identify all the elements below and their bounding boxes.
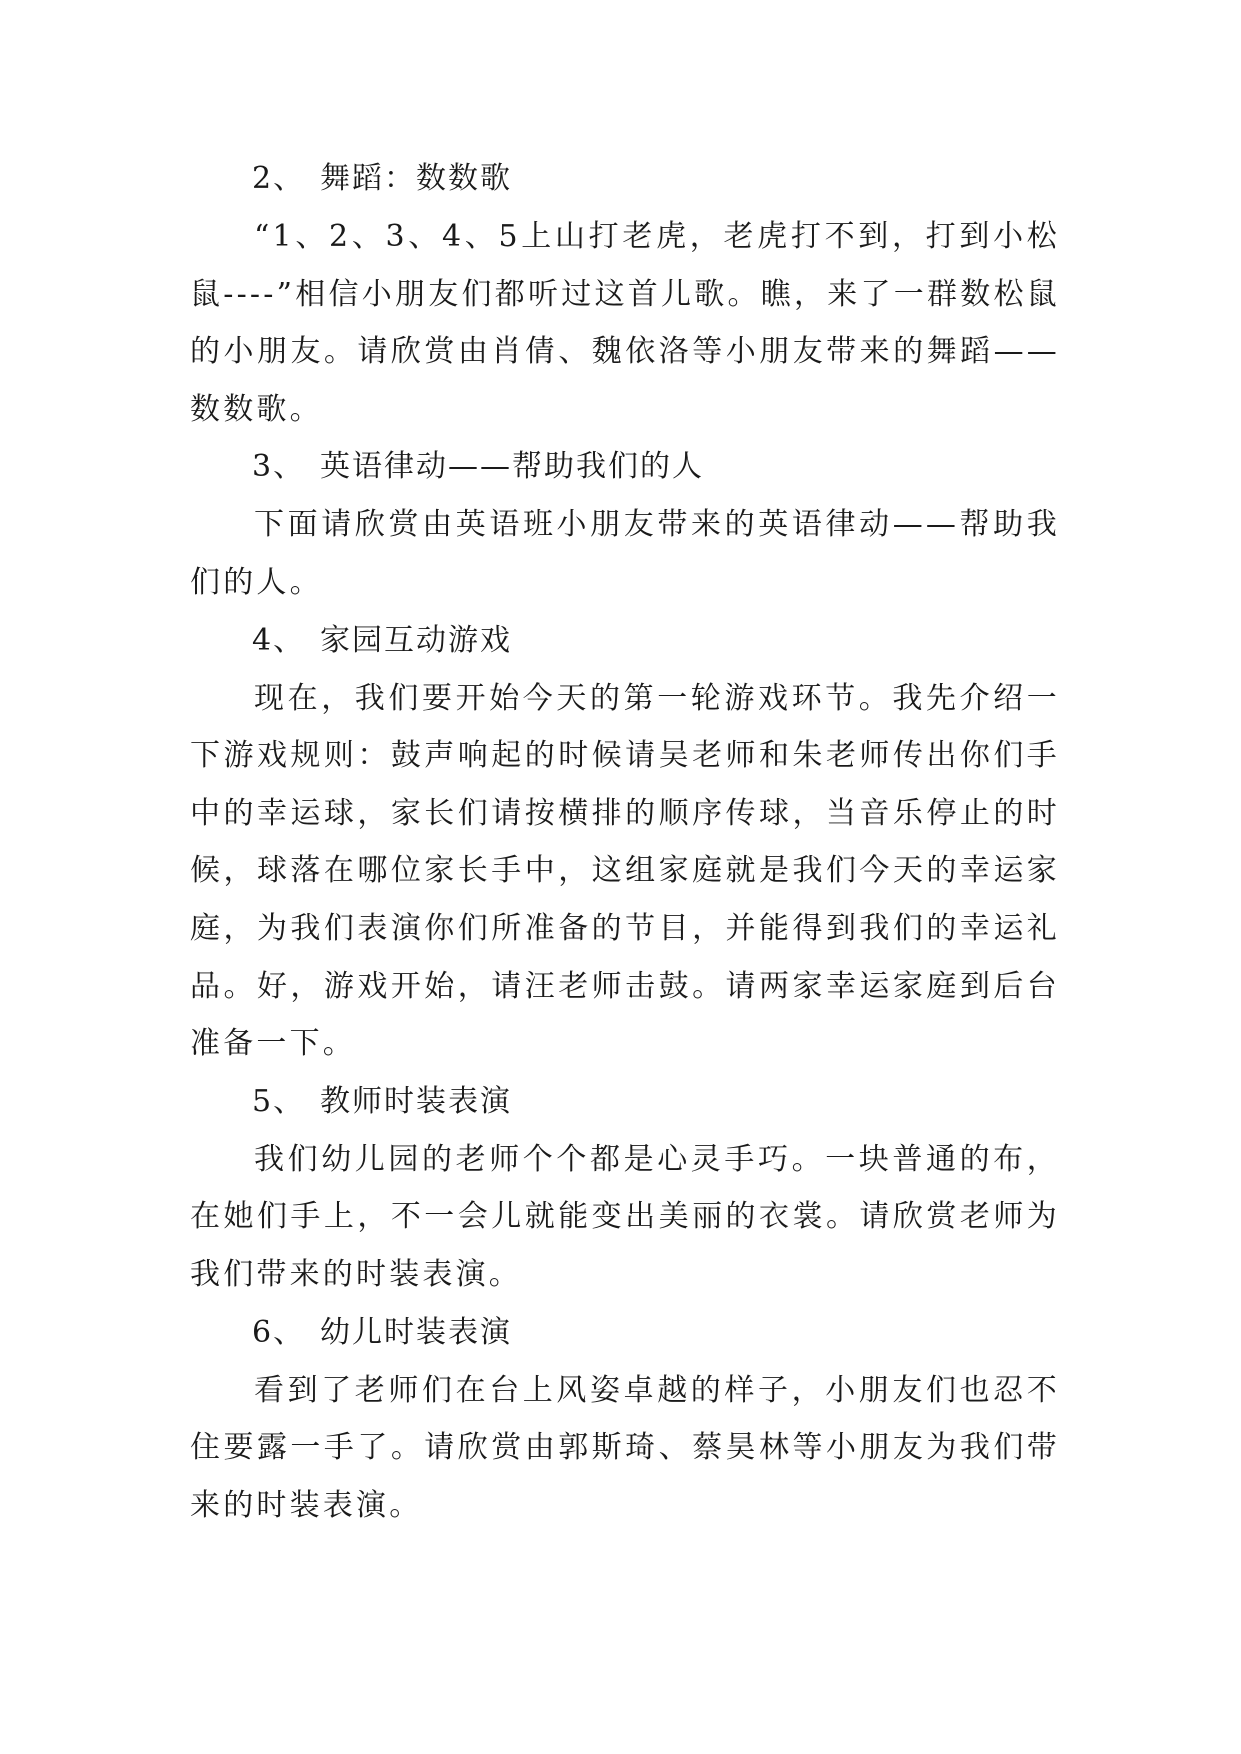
section-number: 5、 xyxy=(252,1083,306,1119)
section-paragraph-3: 下面请欣赏由英语班小朋友带来的英语律动——帮助我们的人。 xyxy=(190,507,1060,600)
section-paragraph-4: 现在，我们要开始今天的第一轮游戏环节。我先介绍一下游戏规则：鼓声响起的时候请吴老师和朱老师传出你们手中的幸运球，家长们请按横排的顺序传球，当音乐停止的时候，球落在哪位家长手中，这组家庭就是我们今天的幸运家庭，为我们表演你们所准备的节目，并能得到我们的幸运礼品。好，游戏开始，请汪老师击鼓。请两家幸运家庭到后台准备一下。 xyxy=(190,680,1060,1062)
section-paragraph-6: 看到了老师们在台上风姿卓越的样子，小朋友们也忍不住要露一手了。请欣赏由郭斯琦、蔡昊林等小朋友为我们带来的时装表演。 xyxy=(190,1372,1060,1523)
document-page xyxy=(190,150,1060,1534)
section-title: 舞蹈：数数歌 xyxy=(320,161,512,196)
section-heading-6 xyxy=(190,1304,1060,1362)
section-title: 教师时装表演 xyxy=(320,1083,512,1119)
section-heading-3 xyxy=(190,438,1060,496)
section-title: 家园互动游戏 xyxy=(320,622,512,658)
section-heading-4 xyxy=(190,612,1060,670)
section-heading-2 xyxy=(190,150,1060,208)
section-title: 英语律动——帮助我们的人 xyxy=(320,449,704,485)
section-paragraph-2: “1、2、3、4、5上山打老虎，老虎打不到，打到小松鼠----”相信小朋友们都听过这首儿歌。瞧，来了一群数松鼠的小朋友。请欣赏由肖倩、魏依洛等小朋友带来的舞蹈——数数歌。 xyxy=(190,219,1060,427)
section-paragraph-5: 我们幼儿园的老师个个都是心灵手巧。一块普通的布，在她们手上，不一会儿就能变出美丽的衣裳。请欣赏老师为我们带来的时装表演。 xyxy=(190,1141,1060,1292)
section-number: 6、 xyxy=(252,1314,306,1350)
section-title: 幼儿时装表演 xyxy=(320,1314,512,1350)
section-number: 4、 xyxy=(252,622,306,658)
section-number: 3、 xyxy=(252,449,306,485)
section-number: 2、 xyxy=(252,161,306,196)
section-heading-5 xyxy=(190,1073,1060,1131)
